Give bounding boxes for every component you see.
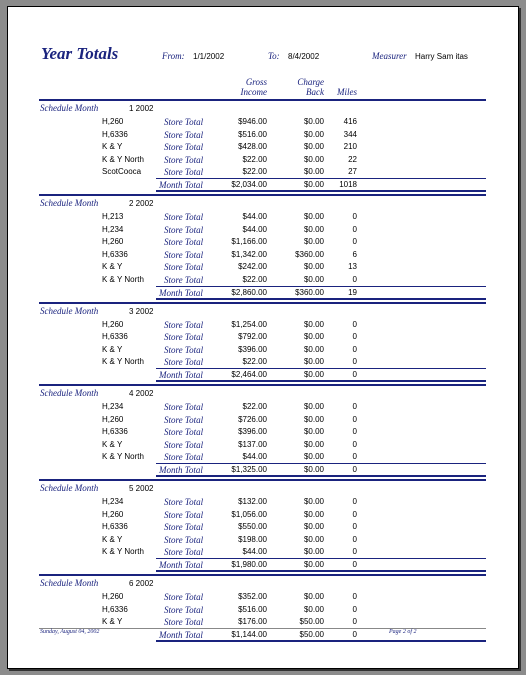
report-title: Year Totals — [41, 44, 119, 63]
month-total-miles: 0 — [352, 560, 357, 569]
store-total-label: Store Total — [164, 117, 204, 127]
store-row — [8, 546, 518, 558]
month-total-miles: 1018 — [339, 180, 357, 189]
charge-back-cell: $0.00 — [303, 547, 324, 557]
gross-income-cell: $132.00 — [238, 497, 267, 506]
gross-income-cell: $428.00 — [238, 142, 267, 152]
store-name: K & Y North — [102, 154, 144, 164]
store-row — [8, 236, 518, 248]
store-row — [8, 211, 518, 223]
to-label: To: — [268, 51, 280, 61]
month-total-bottom-rule — [156, 475, 486, 477]
charge-back-cell: $0.00 — [303, 427, 324, 437]
store-name: K & Y — [102, 534, 123, 544]
measurer-value: Harry Sam itas — [415, 52, 468, 61]
charge-back-cell: $0.00 — [303, 534, 324, 544]
store-row — [8, 224, 518, 236]
store-total-label: Store Total — [164, 275, 204, 285]
store-name: K & Y North — [102, 275, 144, 284]
charge-back-cell: $0.00 — [303, 604, 324, 614]
charge-back-cell: $0.00 — [303, 275, 324, 284]
gross-income-cell: $44.00 — [242, 224, 267, 234]
store-total-label: Store Total — [164, 414, 204, 425]
footer-rule — [39, 628, 486, 629]
schedule-month-value: 1 2002 — [129, 104, 154, 113]
charge-back-cell: $50.00 — [299, 617, 324, 627]
charge-back-cell: $0.00 — [303, 344, 324, 354]
schedule-month-label: Schedule Month — [40, 388, 99, 398]
store-row — [8, 414, 518, 426]
store-row — [8, 166, 518, 178]
store-name: K & Y North — [102, 547, 144, 557]
gross-income-cell: $1,056.00 — [231, 509, 267, 519]
miles-cell: 0 — [352, 344, 357, 354]
gross-income-cell: $242.00 — [238, 262, 267, 272]
schedule-month-label: Schedule Month — [40, 198, 99, 208]
store-name: K & Y North — [102, 452, 144, 462]
store-row — [8, 521, 518, 533]
store-total-label: Store Total — [164, 319, 204, 330]
store-total-label: Store Total — [164, 534, 204, 545]
gross-income-cell: $516.00 — [238, 129, 267, 139]
miles-header: Miles — [337, 87, 357, 97]
schedule-month-value: 6 2002 — [129, 579, 154, 588]
month-separator-rule — [39, 574, 486, 576]
gross-income-cell: $22.00 — [242, 154, 267, 164]
miles-cell: 0 — [352, 497, 357, 506]
miles-cell: 0 — [352, 237, 357, 247]
store-row — [8, 331, 518, 343]
charge-back-cell: $0.00 — [303, 332, 324, 342]
gross-income-cell: $22.00 — [242, 402, 267, 411]
schedule-month-label: Schedule Month — [40, 483, 99, 493]
gross-income-cell: $352.00 — [238, 592, 267, 601]
store-total-label: Store Total — [164, 332, 204, 343]
gross-income-cell: $516.00 — [238, 604, 267, 614]
store-row — [8, 451, 518, 463]
store-total-label: Store Total — [164, 344, 204, 355]
month-total-label: Month Total — [159, 370, 203, 380]
store-total-label: Store Total — [164, 249, 204, 260]
miles-cell: 416 — [343, 117, 357, 126]
charge-back-cell: $0.00 — [303, 154, 324, 164]
charge-back-cell: $0.00 — [303, 402, 324, 411]
store-name: H,234 — [102, 402, 124, 411]
miles-cell: 0 — [352, 604, 357, 614]
miles-cell: 0 — [352, 547, 357, 557]
gross-income-cell: $1,166.00 — [231, 237, 267, 247]
charge-back-cell: $0.00 — [303, 237, 324, 247]
gross-income-cell: $550.00 — [238, 522, 267, 532]
miles-cell: 210 — [343, 142, 357, 152]
miles-cell: 0 — [352, 509, 357, 519]
gross-income-cell: $396.00 — [238, 344, 267, 354]
store-name: K & Y North — [102, 357, 144, 367]
miles-cell: 0 — [352, 617, 357, 627]
store-row — [8, 591, 518, 603]
store-row — [8, 604, 518, 616]
store-total-label: Store Total — [164, 547, 204, 558]
miles-cell: 0 — [352, 427, 357, 437]
gross-income-cell: $1,254.00 — [231, 319, 267, 329]
store-name: H,260 — [102, 414, 124, 424]
miles-cell: 0 — [352, 522, 357, 532]
miles-cell: 0 — [352, 319, 357, 329]
charge-back-cell: $0.00 — [303, 142, 324, 152]
store-total-label: Store Total — [164, 439, 204, 450]
store-name: H,213 — [102, 212, 124, 221]
miles-cell: 0 — [352, 357, 357, 367]
miles-cell: 0 — [352, 534, 357, 544]
miles-cell: 0 — [352, 224, 357, 234]
store-name: H,6336 — [102, 332, 128, 342]
month-total-label: Month Total — [159, 287, 203, 298]
month-total-gross: $2,464.00 — [231, 370, 267, 379]
store-row — [8, 249, 518, 261]
store-total-label: Store Total — [164, 509, 204, 520]
store-name: H,260 — [102, 592, 124, 601]
charge-back-cell: $0.00 — [303, 592, 324, 601]
store-total-label: Store Total — [164, 522, 204, 533]
charge-back-cell: $0.00 — [303, 522, 324, 532]
month-separator-rule — [39, 302, 486, 304]
month-total-gross: $1,980.00 — [231, 560, 267, 569]
gross-income-cell: $792.00 — [238, 332, 267, 342]
gross-income-cell: $1,342.00 — [231, 249, 267, 259]
schedule-month-label: Schedule Month — [40, 103, 99, 113]
charge-back-cell: $360.00 — [295, 249, 324, 259]
gross-income-cell: $396.00 — [238, 427, 267, 437]
charge-back-header: Charge Back — [297, 77, 324, 97]
month-total-bottom-rule — [156, 570, 486, 572]
gross-income-cell: $137.00 — [238, 439, 267, 449]
store-name: H,260 — [102, 319, 124, 329]
charge-back-cell: $0.00 — [303, 497, 324, 506]
gross-income-cell: $22.00 — [242, 275, 267, 284]
month-total-bottom-rule — [156, 298, 486, 300]
header-rule — [39, 99, 486, 101]
store-name: H,260 — [102, 509, 124, 519]
report-page — [7, 6, 519, 669]
miles-cell: 22 — [348, 154, 357, 164]
schedule-month-value: 5 2002 — [129, 484, 154, 493]
month-total-gross: $2,034.00 — [231, 180, 267, 189]
schedule-month-value: 3 2002 — [129, 306, 154, 316]
store-total-label: Store Total — [164, 142, 204, 153]
miles-cell: 344 — [343, 129, 357, 139]
store-row — [8, 319, 518, 331]
charge-back-cell: $0.00 — [303, 167, 324, 177]
gross-income-cell: $44.00 — [242, 547, 267, 557]
store-name: K & Y — [102, 262, 123, 272]
store-name: K & Y — [102, 142, 123, 152]
month-total-charge: $0.00 — [303, 465, 324, 474]
charge-back-cell: $0.00 — [303, 262, 324, 272]
charge-back-cell: $0.00 — [303, 452, 324, 462]
footer-date: Sunday, August 04, 2002 — [40, 629, 100, 635]
store-total-label: Store Total — [164, 617, 204, 628]
store-row — [8, 534, 518, 546]
gross-income-cell: $22.00 — [242, 357, 267, 367]
month-total-label: Month Total — [159, 180, 203, 190]
from-label: From: — [162, 51, 185, 61]
store-row — [8, 439, 518, 451]
month-total-miles: 19 — [348, 287, 357, 297]
month-total-label: Month Total — [159, 560, 203, 570]
store-total-label: Store Total — [164, 427, 204, 438]
store-name: K & Y — [102, 439, 123, 449]
gross-income-header: Gross Income — [240, 77, 267, 97]
store-row — [8, 401, 518, 413]
store-row — [8, 344, 518, 356]
gross-income-cell: $22.00 — [242, 167, 267, 177]
miles-cell: 0 — [352, 332, 357, 342]
month-total-bottom-rule — [156, 380, 486, 382]
store-total-label: Store Total — [164, 402, 204, 412]
schedule-month-value: 2 2002 — [129, 199, 154, 208]
charge-back-cell: $0.00 — [303, 357, 324, 367]
measurer-label: Measurer — [372, 51, 407, 61]
miles-cell: 0 — [352, 592, 357, 601]
store-name: H,6336 — [102, 522, 128, 532]
miles-cell: 0 — [352, 402, 357, 411]
month-total-charge: $360.00 — [295, 287, 324, 297]
store-name: K & Y — [102, 344, 123, 354]
store-row — [8, 129, 518, 141]
store-row — [8, 616, 518, 628]
store-row — [8, 274, 518, 286]
store-name: H,260 — [102, 237, 124, 247]
from-value: 1/1/2002 — [193, 52, 225, 61]
store-total-label: Store Total — [164, 224, 204, 235]
month-total-bottom-rule — [156, 640, 486, 642]
charge-back-cell: $0.00 — [303, 439, 324, 449]
store-total-label: Store Total — [164, 357, 204, 368]
month-total-miles: 0 — [352, 629, 357, 639]
gross-income-cell: $176.00 — [238, 617, 267, 627]
month-total-miles: 0 — [352, 370, 357, 379]
miles-cell: 13 — [348, 262, 357, 272]
gross-income-cell: $946.00 — [238, 117, 267, 126]
store-name: ScotCooca — [102, 167, 142, 177]
store-total-label: Store Total — [164, 237, 204, 248]
store-name: H,234 — [102, 497, 124, 506]
month-total-charge: $0.00 — [303, 180, 324, 189]
month-total-gross: $1,325.00 — [231, 465, 267, 474]
charge-back-cell: $0.00 — [303, 117, 324, 126]
store-row — [8, 141, 518, 153]
miles-cell: 27 — [348, 167, 357, 177]
store-row — [8, 496, 518, 508]
store-name: H,6336 — [102, 427, 128, 437]
store-total-label: Store Total — [164, 154, 204, 165]
to-value: 8/4/2002 — [288, 52, 320, 61]
store-name: H,6336 — [102, 249, 128, 259]
month-total-label: Month Total — [159, 465, 203, 475]
month-total-bottom-rule — [156, 190, 486, 192]
charge-back-cell: $0.00 — [303, 319, 324, 329]
schedule-month-label: Schedule Month — [40, 578, 99, 588]
store-total-label: Store Total — [164, 604, 204, 615]
store-row — [8, 356, 518, 368]
gross-income-cell: $198.00 — [238, 534, 267, 544]
charge-back-cell: $0.00 — [303, 414, 324, 424]
month-separator-rule — [39, 194, 486, 196]
schedule-month-label: Schedule Month — [40, 305, 99, 316]
store-total-label: Store Total — [164, 212, 204, 222]
store-total-label: Store Total — [164, 592, 204, 602]
charge-back-cell: $0.00 — [303, 509, 324, 519]
month-total-label: Month Total — [159, 629, 203, 640]
store-row — [8, 261, 518, 273]
store-name: H,260 — [102, 117, 124, 126]
store-total-label: Store Total — [164, 262, 204, 273]
miles-cell: 0 — [352, 275, 357, 284]
charge-back-cell: $0.00 — [303, 224, 324, 234]
charge-back-cell: $0.00 — [303, 129, 324, 139]
store-total-label: Store Total — [164, 167, 204, 178]
miles-cell: 0 — [352, 452, 357, 462]
schedule-month-value: 4 2002 — [129, 389, 154, 398]
charge-back-cell: $0.00 — [303, 212, 324, 221]
store-total-label: Store Total — [164, 497, 204, 507]
store-name: H,234 — [102, 224, 124, 234]
footer-page-number: Page 2 of 2 — [389, 629, 417, 635]
store-name: K & Y — [102, 617, 123, 627]
month-total-charge: $50.00 — [299, 629, 324, 639]
gross-income-cell: $726.00 — [238, 414, 267, 424]
store-row — [8, 426, 518, 438]
store-row — [8, 509, 518, 521]
store-row — [8, 154, 518, 166]
month-total-charge: $0.00 — [303, 370, 324, 379]
gross-income-cell: $44.00 — [242, 212, 267, 221]
miles-cell: 0 — [352, 414, 357, 424]
store-total-label: Store Total — [164, 129, 204, 140]
month-total-gross: $2,860.00 — [231, 287, 267, 297]
month-separator-rule — [39, 384, 486, 386]
store-name: H,6336 — [102, 604, 128, 614]
store-total-label: Store Total — [164, 452, 204, 463]
gross-income-cell: $44.00 — [242, 452, 267, 462]
month-separator-rule — [39, 479, 486, 481]
miles-cell: 0 — [352, 439, 357, 449]
store-row — [8, 116, 518, 128]
miles-cell: 0 — [352, 212, 357, 221]
month-total-gross: $1,144.00 — [231, 629, 267, 639]
miles-cell: 6 — [352, 249, 357, 259]
month-total-miles: 0 — [352, 465, 357, 474]
month-total-charge: $0.00 — [303, 560, 324, 569]
store-name: H,6336 — [102, 129, 128, 139]
